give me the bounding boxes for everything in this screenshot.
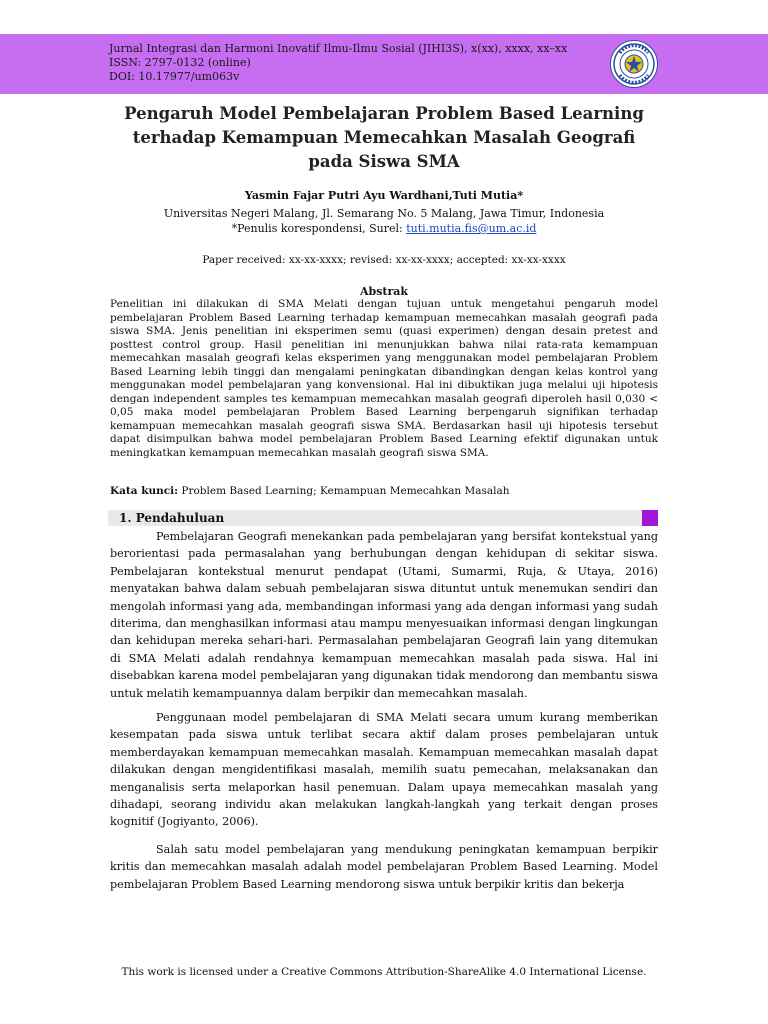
journal-name: Jurnal Integrasi dan Harmoni Inovatif Ilmu-Ilmu Sosial (JIHI3S), x(xx), xxxx, xx–xx [109, 42, 568, 55]
abstract-heading: Abstrak [359, 285, 409, 298]
paper-dates: Paper received: xx-xx-xxxx; revised: xx-xx-xxxx; accepted: xx-xx-xxxx [202, 254, 566, 266]
journal-issn: ISSN: 2797-0132 (online) [109, 56, 251, 69]
body-paragraph-3 [110, 841, 658, 893]
journal-header-band [0, 34, 768, 94]
keywords-label: Kata kunci: [110, 485, 179, 497]
affiliation-block [110, 206, 658, 236]
journal-info [109, 42, 567, 84]
paragraph-text: Penggunaan model pembelajaran di SMA Melati secara umum kurang memberikan kesempatan pada siswa untuk terlibat secara aktif dalam proses pembelajaran untuk memberdayakan kemampuan memecahkan masalah. Kemampuan memecahkan masalah dapat dilakukan dengan mengidentifikasi masalah, memilih suatu pemecahan, melaksanakan dan menganalisis serta melaporkan hasil penemuan. Dalam upaya memecahkan masalah yang dihadapi, seorang individu akan melakukan langkah-langkah yang terkait dengan proses kognitif (Jogiyanto, 2006). [110, 711, 658, 829]
section-title: 1. Pendahuluan [119, 511, 225, 525]
author-list: Yasmin Fajar Putri Ayu Wardhani,Tuti Mutia* [244, 189, 524, 202]
university-logo [610, 40, 658, 88]
paragraph-text: Pembelajaran Geografi menekankan pada pembelajaran yang bersifat kontekstual yang berorientasi pada permasalahan yang berhubungan dengan kehidupan di sekitar siswa. Pembelajaran kontekstual menurut pendapat (Utami, Sumarmi, Ruja, & Utaya, 2016) menyatakan bahwa dalam sebuah pembelajaran siswa dituntut untuk menemukan sendiri dan mengolah informasi yang ada, membandingan informasi yang ada dengan informasi yang sudah diterima, dan menghasilkan informasi atau mampu menyesuaikan informasi dengan lingkungan dan kehidupan mereka sehari-hari. Permasalahan pembelajaran Geografi lain yang ditemukan di SMA Melati adalah rendahnya kemampuan memecahkan masalah pada siswa. Hal ini disebabkan karena model pembelajaran yang digunakan tidak mendorong dan membantu siswa untuk melatih kemampuannya dalam berpikir dan memecahkan masalah. [110, 530, 658, 700]
paragraph-text: Salah satu model pembelajaran yang mendukung peningkatan kemampuan berpikir kritis dan memecahkan masalah adalah model pembelajaran Problem Based Learning. Model pembelajaran Problem Based Learning mendorong siswa untuk berpikir kritis dan bekerja [110, 843, 658, 891]
abstract-text: Penelitian ini dilakukan di SMA Melati dengan tujuan untuk mengetahui pengaruh model pembelajaran Problem Based Learning terhadap kemampuan memecahkan masalah geografi pada siswa SMA. Jenis penelitian ini eksperimen semu (quasi experimen) dengan desain pretest and posttest control group. Hasil penelitian ini menunjukkan bahwa nilai rata-rata kemampuan memecahkan masalah geografi kelas eksperimen yang menggunakan model pembelajaran Problem Based Learning lebih tinggi dan mengalami peningkatan dibandingkan dengan kelas kontrol yang menggunakan model pembelajaran yang konvensional. Hal ini dibuktikan juga melalui uji hipotesis dengan independent samples tes kemampuan memecahkan masalah geografi diperoleh hasil 0,030 < 0,05 maka model pembelajaran Problem Based Learning berpengaruh signifikan terhadap kemampuan memecahkan masalah geografi siswa SMA. Berdasarkan hasil uji hipotesis tersebut dapat disimpulkan bahwa model pembelajaran Problem Based Learning efektif digunakan untuk meningkatkan kemampuan memecahkan masalah geografi siswa SMA. [110, 298, 658, 459]
email-link[interactable]: tuti.mutia.fis@um.ac.id [406, 222, 537, 235]
section-accent-square [642, 510, 658, 526]
body-paragraph-1 [110, 528, 658, 702]
paper-title: Pengaruh Model Pembelajaran Problem Based Learning terhadap Kemampuan Memecahkan Masalah Geografi pada Siswa SMA [124, 104, 644, 171]
body-paragraph-2 [110, 709, 658, 831]
keywords-value: Problem Based Learning; Kemampuan Memecahkan Masalah [178, 485, 510, 497]
journal-doi: DOI: 10.17977/um063v [109, 70, 240, 83]
keywords-line [110, 484, 658, 498]
correspondence-label: *Penulis korespondensi, Surel: [231, 222, 407, 235]
affiliation: Universitas Negeri Malang, Jl. Semarang No. 5 Malang, Jawa Timur, Indonesia [163, 207, 605, 220]
university-seal-icon [611, 41, 657, 87]
section-heading-band [108, 510, 658, 526]
license-footer: This work is licensed under a Creative Commons Attribution-ShareAlike 4.0 International License. [121, 966, 647, 978]
correspondence [110, 221, 658, 236]
